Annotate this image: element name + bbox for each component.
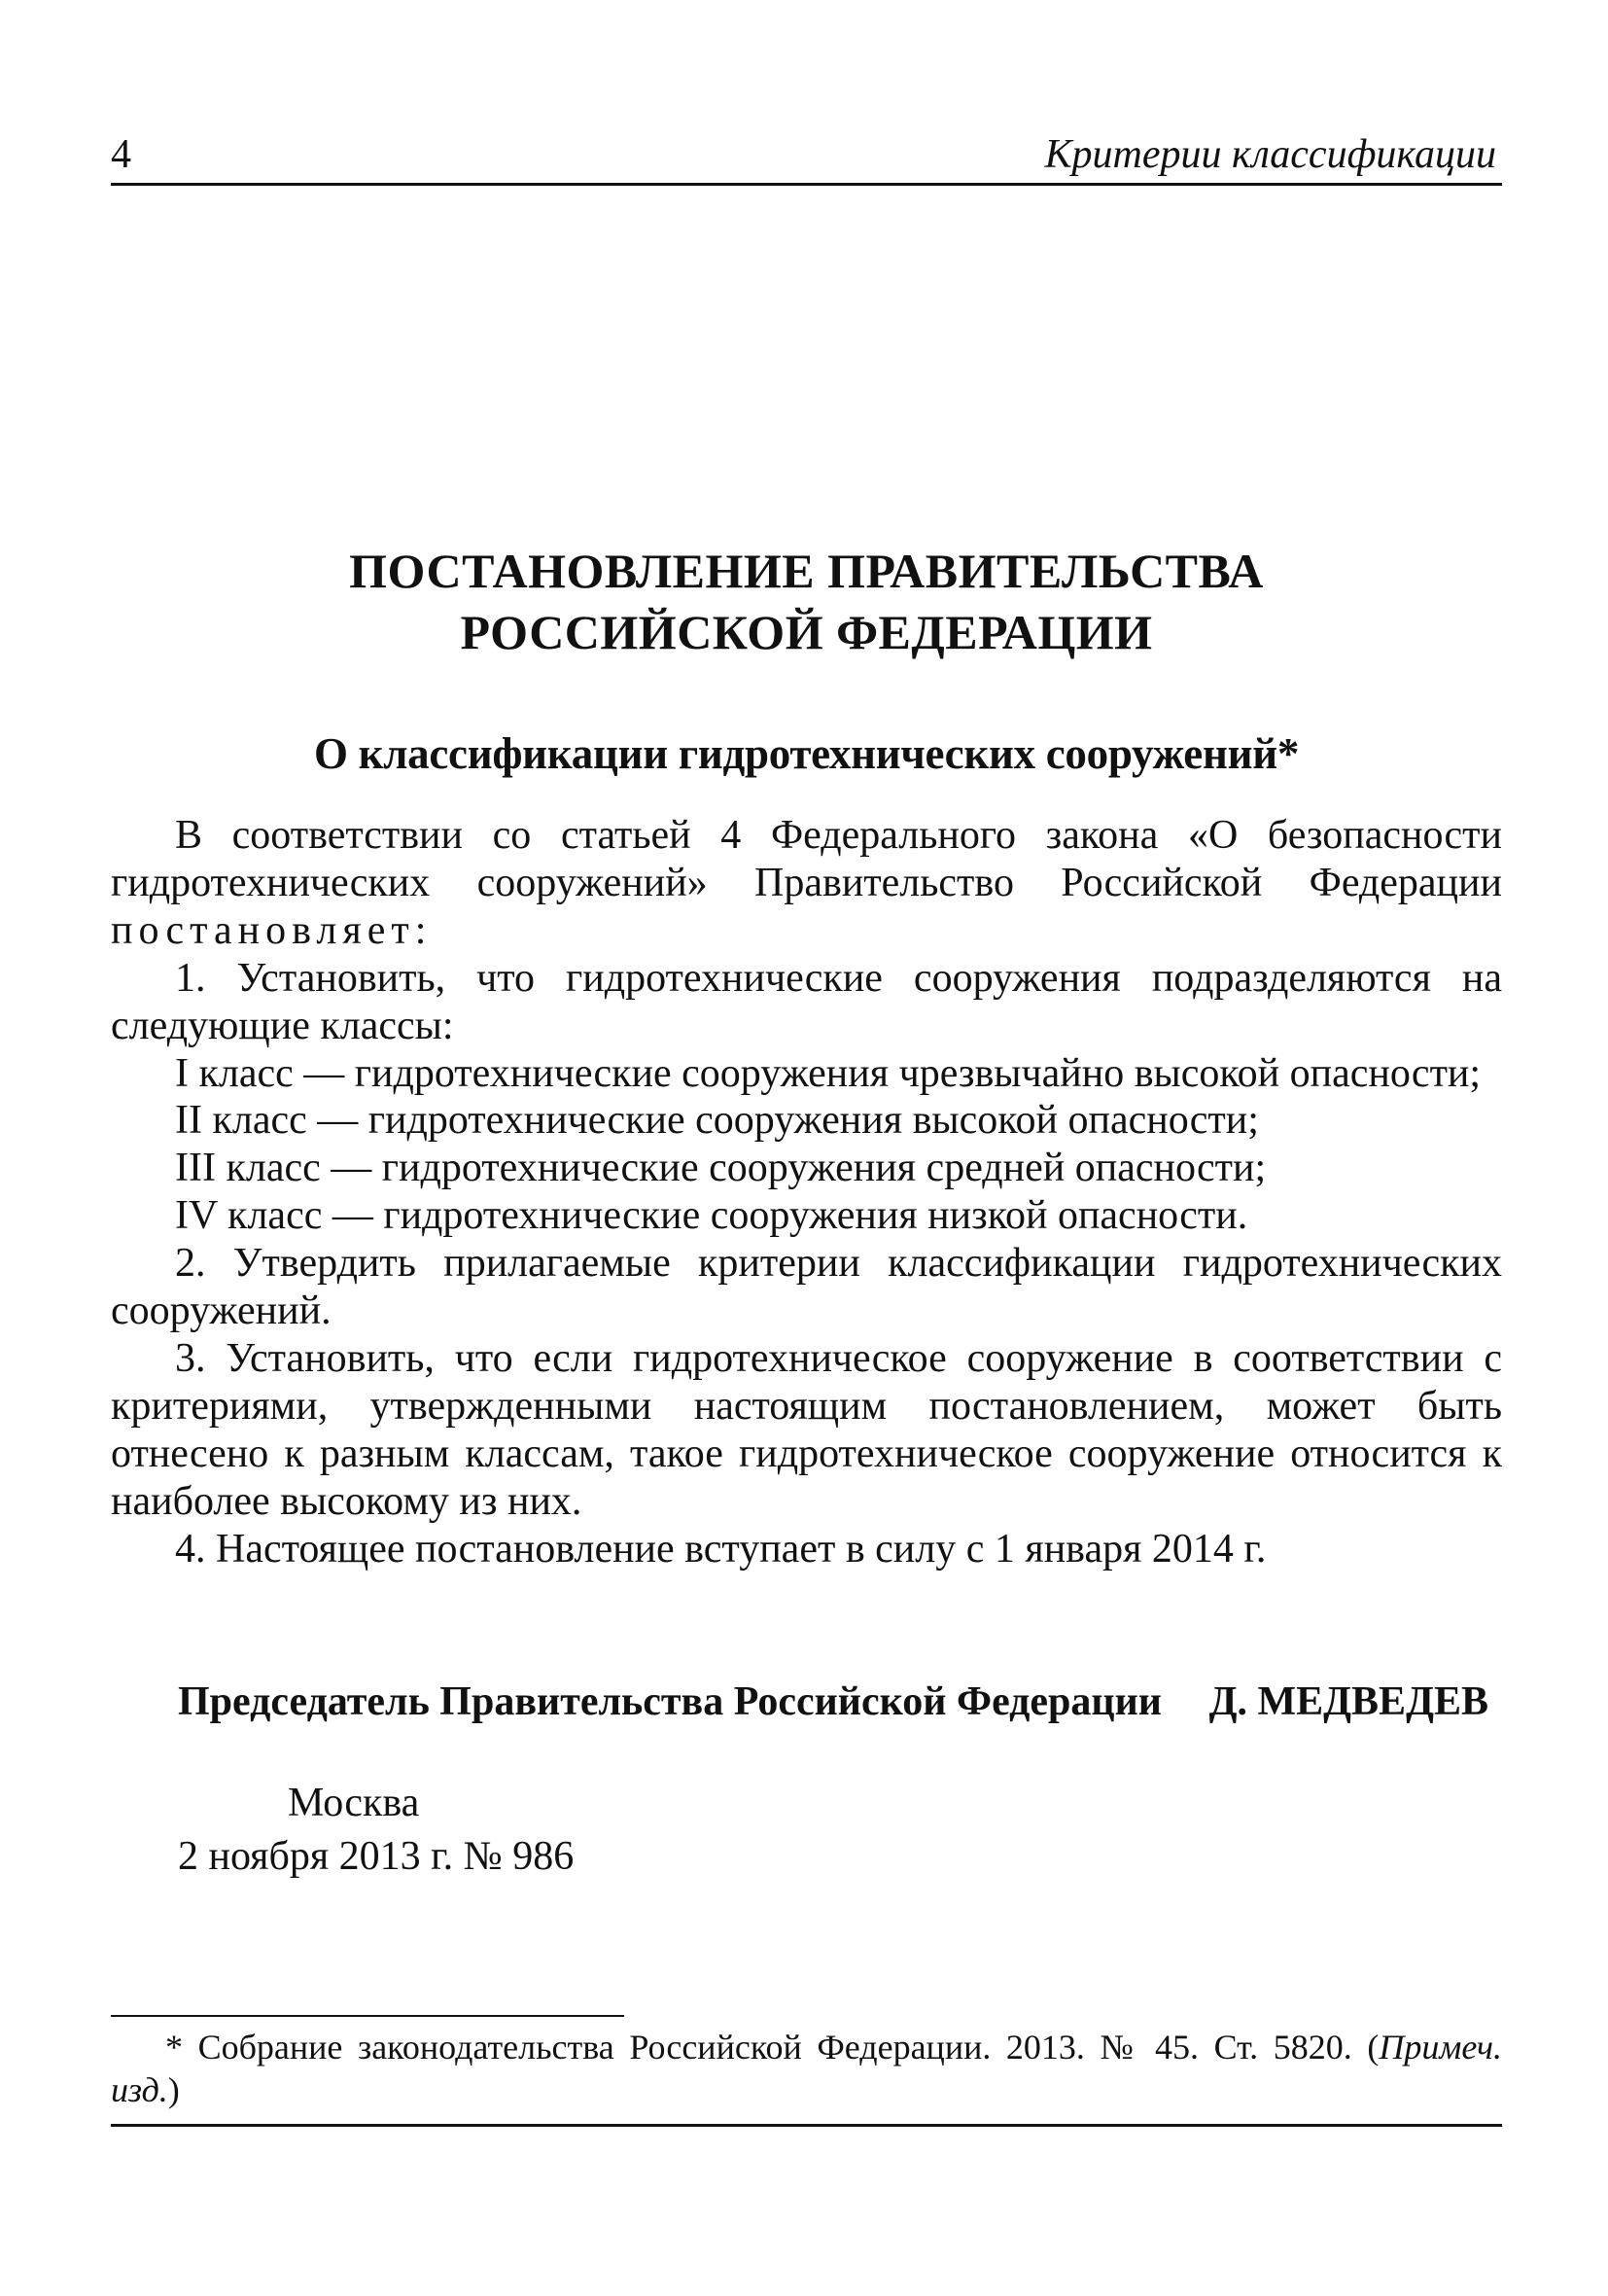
footnote-text: * Собрание законодательства Российской Федерации. 2013. № 45. Ст. 5820. (	[165, 2028, 1380, 2066]
class-3-item: III класс — гидротехнические сооружения средней опасности;	[175, 1146, 1267, 1191]
clause-3: 3. Установить, что если гидротехническое сооружение в соответствии с критериями, утвержденными настоящим постановлением, может быть отнесено к разным классам, такое гидротехническое сооружение относится к наиболее высокому из них.	[111, 1335, 1502, 1524]
footnote-editor-note: Примеч. изд.	[111, 2028, 1502, 2109]
footnote-divider	[111, 2015, 624, 2017]
preamble-paragraph	[111, 812, 1502, 955]
signature-block	[178, 1673, 1502, 1731]
page-header	[111, 124, 1502, 186]
document-title-line-1: ПОСТАНОВЛЕНИЕ ПРАВИТЕЛЬСТВА	[349, 544, 1264, 598]
clause-2: 2. Утвердить прилагаемые критерии классификации гидротехнических сооружений.	[111, 1241, 1502, 1334]
clause-1: 1. Установить, что гидротехнические сооружения подразделяются на следующие классы:	[111, 955, 1502, 1048]
running-title: Критерии классификации	[1044, 132, 1496, 177]
date-and-number: 2 ноября 2013 г. № 986	[178, 1834, 575, 1879]
place-of-signing: Москва	[288, 1781, 420, 1825]
footnote-close: )	[167, 2070, 180, 2109]
document-subject: О классификации гидротехнических сооружений*	[313, 729, 1300, 778]
decree-word: постановляет:	[111, 907, 433, 953]
signatory-role: Председатель Правительства Российской Федерации	[178, 1679, 1162, 1724]
page-number: 4	[111, 132, 131, 177]
clause-4: 4. Настоящее постановление вступает в силу с 1 января 2014 г.	[175, 1526, 1267, 1572]
preamble-text: В соответствии со статьей 4 Федерального закона «О безопасности гидротехнических сооружений» Правительство Российской Федерации	[111, 813, 1502, 905]
footnote	[111, 2026, 1502, 2111]
bottom-rule	[111, 2124, 1502, 2127]
document-body	[111, 812, 1502, 1573]
class-1-item: I класс — гидротехнические сооружения чрезвычайно высокой опасности;	[175, 1050, 1482, 1096]
document-title-line-2: РОССИЙСКОЙ ФЕДЕРАЦИИ	[460, 605, 1153, 659]
signatory-name: Д. МЕДВЕДЕВ	[1208, 1679, 1488, 1724]
class-4-item: IV класс — гидротехнические сооружения низкой опасности.	[175, 1193, 1248, 1239]
class-2-item: II класс — гидротехнические сооружения высокой опасности;	[175, 1098, 1259, 1144]
